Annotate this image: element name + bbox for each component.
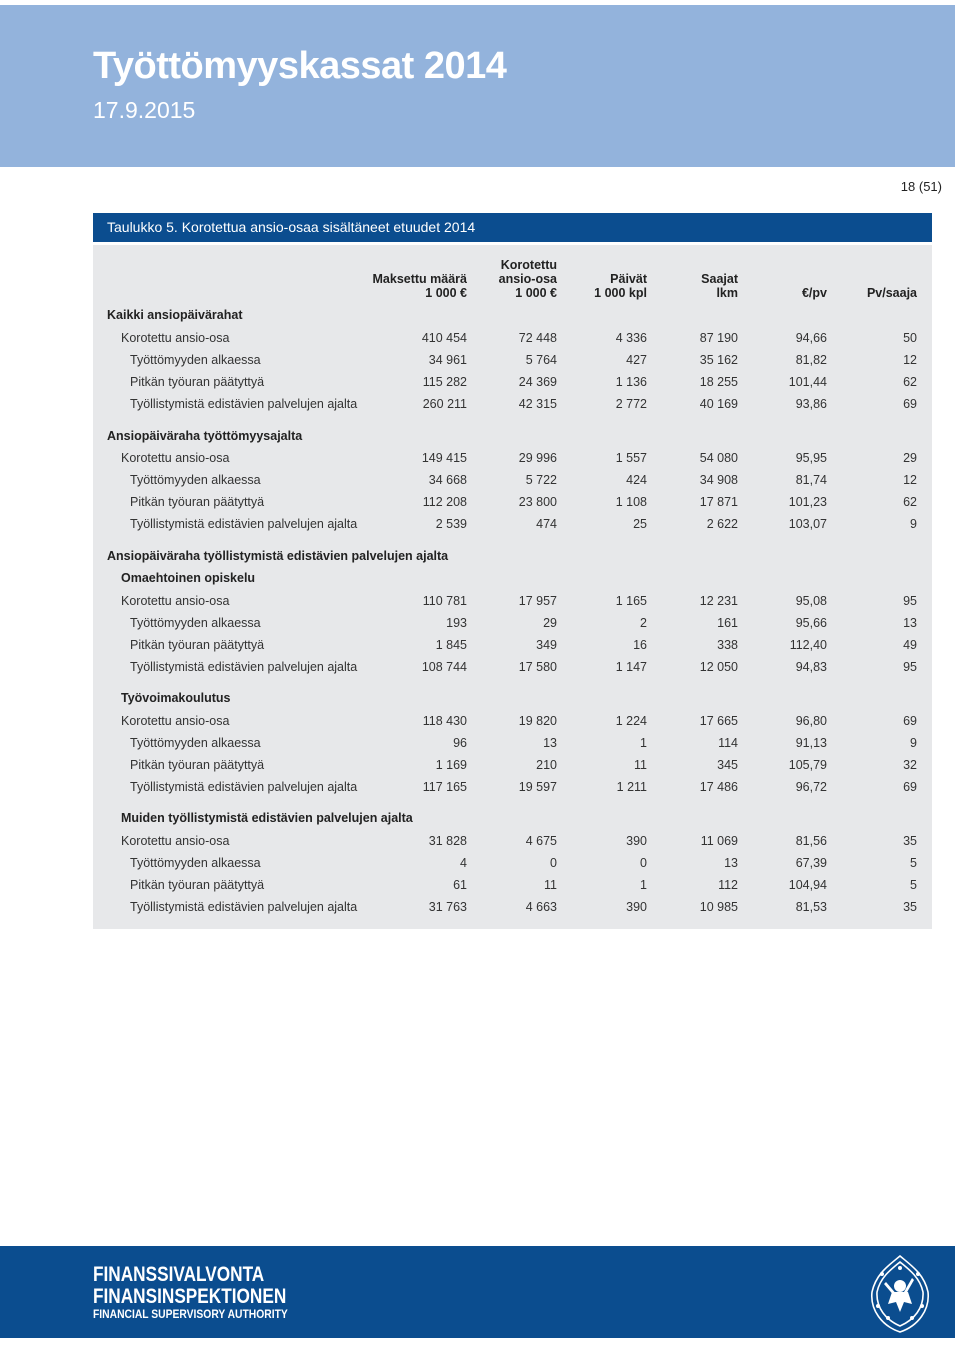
table-cell: 95 (903, 594, 917, 608)
table-cell: 69 (903, 780, 917, 794)
table-cell: 29 (543, 616, 557, 630)
table-row (93, 658, 932, 676)
table-cell: 112,40 (789, 638, 827, 652)
logo-text-fi: FINANSSIVALVONTA (93, 1263, 265, 1286)
table-cell: 410 454 (421, 331, 467, 345)
column-header-line: lkm (716, 286, 738, 300)
table-row (93, 395, 932, 413)
table-cell: 94,66 (795, 331, 827, 345)
table-cell: 0 (550, 856, 557, 870)
table-row (93, 471, 932, 489)
table-cell: 61 (453, 878, 467, 892)
row-label: Korotettu ansio-osa (121, 594, 230, 608)
table-row (93, 351, 932, 369)
table-cell: 4 336 (615, 331, 647, 345)
table-cell: 17 871 (699, 495, 738, 509)
table-cell: 62 (903, 495, 917, 509)
row-label: Pitkän työuran päätyttyä (130, 878, 265, 892)
column-header-line: €/pv (801, 286, 827, 300)
column-header-line: 1 000 € (425, 286, 467, 300)
table-cell: 11 (544, 878, 557, 892)
table-cell: 210 (536, 758, 557, 772)
row-label: Työllistymistä edistävien palvelujen ajalta (130, 660, 358, 674)
row-label: Työllistymistä edistävien palvelujen ajalta (130, 780, 358, 794)
row-label: Työttömyyden alkaessa (130, 856, 261, 870)
table-cell: 54 080 (699, 451, 738, 465)
table-row (93, 614, 932, 632)
table-cell: 18 255 (699, 375, 738, 389)
row-label: Pitkän työuran päätyttyä (130, 638, 265, 652)
table-cell: 29 (903, 451, 917, 465)
column-header-line: Pv/saaja (866, 286, 917, 300)
table-cell: 1 108 (615, 495, 647, 509)
table-cell: 62 (903, 375, 917, 389)
document-title: Työttömyyskassat 2014 (93, 45, 507, 87)
column-header-line: Maksettu määrä (372, 272, 467, 286)
table-cell: 11 (634, 758, 647, 772)
table-cell: 1 165 (615, 594, 647, 608)
table-cell: 260 211 (422, 397, 467, 411)
table-cell: 105,79 (788, 758, 827, 772)
table-cell: 149 415 (421, 451, 467, 465)
table-row (93, 734, 932, 752)
table-cell: 13 (543, 736, 557, 750)
table-row (93, 592, 932, 610)
table-cell: 19 820 (518, 714, 557, 728)
column-header (347, 272, 467, 300)
table-cell: 1 147 (615, 660, 647, 674)
table-cell: 349 (536, 638, 557, 652)
table-row (93, 756, 932, 774)
table-cell: 25 (633, 517, 647, 531)
table-cell: 1 845 (435, 638, 467, 652)
table-row (93, 854, 932, 872)
table-cell: 67,39 (795, 856, 827, 870)
table-cell: 96 (453, 736, 467, 750)
table-row (93, 493, 932, 511)
table-cell: 101,23 (788, 495, 827, 509)
table-cell: 95,66 (795, 616, 827, 630)
table-row (93, 778, 932, 796)
table-cell: 49 (903, 638, 917, 652)
row-label: Korotettu ansio-osa (121, 451, 230, 465)
table-cell: 23 800 (518, 495, 557, 509)
table-caption (93, 213, 932, 242)
table-row (93, 898, 932, 916)
table-cell: 17 665 (699, 714, 738, 728)
table-cell: 104,94 (788, 878, 827, 892)
table-cell: 101,44 (788, 375, 827, 389)
column-header (827, 286, 917, 300)
table-cell: 95 (903, 660, 917, 674)
column-header (557, 272, 647, 300)
table-cell: 12 050 (699, 660, 738, 674)
table-cell: 0 (640, 856, 647, 870)
table-cell: 81,82 (795, 353, 827, 367)
table-cell: 2 622 (706, 517, 738, 531)
table-cell: 4 (460, 856, 467, 870)
table-cell: 17 957 (518, 594, 557, 608)
table-cell: 1 (640, 878, 647, 892)
table-cell: 5 (910, 856, 917, 870)
table-cell: 69 (903, 714, 917, 728)
table-cell: 9 (910, 736, 917, 750)
row-label: Korotettu ansio-osa (121, 834, 230, 848)
logo-text-sv: FINANSINSPEKTIONEN (93, 1285, 287, 1308)
table-cell: 91,13 (795, 736, 827, 750)
table-cell: 424 (626, 473, 647, 487)
table-cell: 13 (903, 616, 917, 630)
table-cell: 32 (903, 758, 917, 772)
table-cell: 118 430 (422, 714, 467, 728)
row-label: Korotettu ansio-osa (121, 714, 230, 728)
table-cell: 1 169 (435, 758, 467, 772)
table-row (93, 449, 932, 467)
column-header-line: ansio-osa (498, 272, 557, 286)
subsection-heading: Muiden työllistymistä edistävien palvelujen ajalta (121, 811, 413, 825)
table-cell: 1 (640, 736, 647, 750)
table-cell: 110 781 (422, 594, 467, 608)
table-cell: 19 597 (518, 780, 557, 794)
column-header-line: 1 000 kpl (594, 286, 647, 300)
table-row (93, 329, 932, 347)
table-cell: 103,07 (788, 517, 827, 531)
table-cell: 108 744 (421, 660, 467, 674)
table-row (93, 515, 932, 533)
subsection-heading: Omaehtoinen opiskelu (121, 571, 256, 585)
table-cell: 338 (717, 638, 738, 652)
column-header-line: 1 000 € (515, 286, 557, 300)
table-cell: 9 (910, 517, 917, 531)
row-label: Pitkän työuran päätyttyä (130, 495, 265, 509)
table-cell: 10 985 (699, 900, 738, 914)
table-cell: 117 165 (422, 780, 467, 794)
table-cell: 29 996 (518, 451, 557, 465)
table-cell: 34 908 (699, 473, 738, 487)
table-cell: 69 (903, 397, 917, 411)
table-cell: 35 162 (699, 353, 738, 367)
column-header (737, 286, 827, 300)
row-label: Työllistymistä edistävien palvelujen ajalta (130, 517, 358, 531)
row-label: Työttömyyden alkaessa (130, 736, 261, 750)
column-header-line: Saajat (701, 272, 738, 286)
table-cell: 2 (640, 616, 647, 630)
table-cell: 390 (626, 834, 647, 848)
section-heading: Ansiopäiväraha työllistymistä edistävien palvelujen ajalta (107, 549, 449, 563)
row-label: Työllistymistä edistävien palvelujen ajalta (130, 900, 358, 914)
table-cell: 87 190 (699, 331, 738, 345)
data-table (93, 245, 932, 929)
table-cell: 114 (718, 736, 738, 750)
row-label: Korotettu ansio-osa (121, 331, 230, 345)
table-cell: 17 580 (518, 660, 557, 674)
table-cell: 34 961 (428, 353, 467, 367)
column-header (648, 272, 738, 300)
subsection-heading: Työvoimakoulutus (121, 691, 231, 705)
document-date: 17.9.2015 (93, 97, 196, 123)
table-cell: 193 (446, 616, 467, 630)
column-header-line: Päivät (610, 272, 647, 286)
table-cell: 93,86 (795, 397, 827, 411)
finland-coat-of-arms-icon (858, 1252, 942, 1336)
table-cell: 427 (626, 353, 647, 367)
table-cell: 474 (536, 517, 557, 531)
row-label: Työttömyyden alkaessa (130, 616, 261, 630)
table-cell: 16 (633, 638, 647, 652)
table-cell: 112 208 (422, 495, 467, 509)
table-cell: 12 (903, 473, 917, 487)
table-row (93, 636, 932, 654)
table-cell: 5 764 (525, 353, 557, 367)
section-heading: Ansiopäiväraha työttömyysajalta (107, 429, 303, 443)
row-label: Pitkän työuran päätyttyä (130, 375, 265, 389)
table-cell: 31 763 (428, 900, 467, 914)
table-row (93, 832, 932, 850)
table-cell: 95,08 (795, 594, 827, 608)
table-cell: 2 772 (615, 397, 647, 411)
table-caption-text: Taulukko 5. Korotettua ansio-osaa sisältäneet etuudet 2014 (107, 219, 476, 235)
table-cell: 345 (717, 758, 738, 772)
table-row (93, 876, 932, 894)
table-cell: 50 (903, 331, 917, 345)
table-cell: 34 668 (428, 473, 467, 487)
table-cell: 4 663 (525, 900, 557, 914)
page-number: 18 (51) (900, 179, 942, 194)
section-heading: Kaikki ansiopäivärahat (107, 308, 243, 322)
table-cell: 42 315 (518, 397, 557, 411)
logo-text-en: FINANCIAL SUPERVISORY AUTHORITY (93, 1307, 288, 1321)
table-cell: 96,72 (795, 780, 827, 794)
table-cell: 17 486 (699, 780, 738, 794)
table-cell: 11 069 (700, 834, 738, 848)
row-label: Työttömyyden alkaessa (130, 353, 261, 367)
table-cell: 1 136 (615, 375, 647, 389)
table-cell: 112 (718, 878, 738, 892)
table-cell: 81,53 (795, 900, 827, 914)
table-row (93, 712, 932, 730)
table-cell: 115 282 (422, 375, 467, 389)
table-cell: 1 211 (616, 780, 647, 794)
row-label: Työllistymistä edistävien palvelujen ajalta (130, 397, 358, 411)
table-cell: 1 224 (615, 714, 647, 728)
table-cell: 35 (903, 834, 917, 848)
table-row (93, 373, 932, 391)
table-cell: 161 (717, 616, 738, 630)
table-cell: 35 (903, 900, 917, 914)
table-cell: 2 539 (435, 517, 467, 531)
table-cell: 72 448 (518, 331, 557, 345)
table-cell: 12 (903, 353, 917, 367)
table-cell: 94,83 (795, 660, 827, 674)
table-cell: 4 675 (525, 834, 557, 848)
table-cell: 5 (910, 878, 917, 892)
row-label: Työttömyyden alkaessa (130, 473, 261, 487)
table-cell: 96,80 (795, 714, 827, 728)
column-header (467, 258, 557, 300)
table-cell: 1 557 (615, 451, 647, 465)
row-label: Pitkän työuran päätyttyä (130, 758, 265, 772)
table-cell: 13 (724, 856, 738, 870)
table-cell: 81,74 (795, 473, 827, 487)
table-cell: 5 722 (525, 473, 557, 487)
table-cell: 95,95 (795, 451, 827, 465)
table-cell: 31 828 (428, 834, 467, 848)
column-header-line: Korotettu (500, 258, 557, 272)
table-cell: 390 (626, 900, 647, 914)
table-cell: 12 231 (699, 594, 738, 608)
table-cell: 24 369 (518, 375, 557, 389)
table-cell: 40 169 (699, 397, 738, 411)
table-cell: 81,56 (795, 834, 827, 848)
